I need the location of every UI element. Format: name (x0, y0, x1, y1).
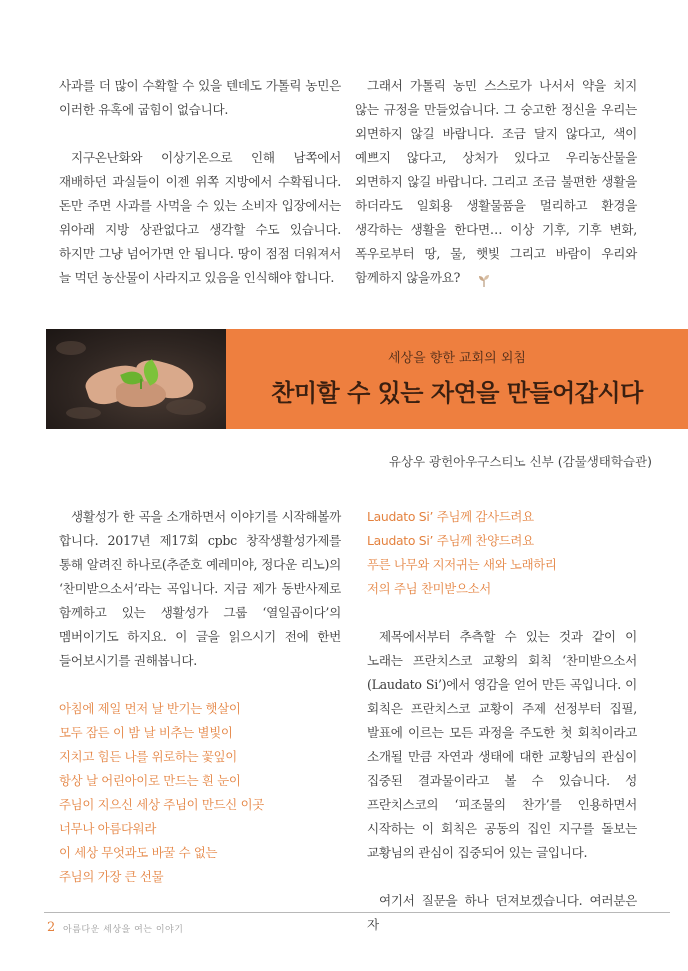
lyric-line: 항상 날 어린아이로 만드는 흰 눈이 (59, 773, 241, 788)
lyric-line: 주님의 가장 큰 선물 (59, 869, 164, 884)
top-left-column (59, 74, 341, 290)
banner-subtitle: 세상을 향한 교회의 외침 (388, 351, 526, 366)
lyric-line: 저의 주님 찬미받으소서 (367, 581, 491, 596)
bottom-left-column (59, 505, 341, 889)
lyric-line: 모두 잠든 이 밤 날 비추는 별빛이 (59, 725, 233, 740)
banner-title: 찬미할 수 있는 자연을 만들어갑시다 (271, 379, 643, 407)
lyric-line: 이 세상 무엇과도 바꿀 수 없는 (59, 845, 218, 860)
paragraph-text: 그래서 가톨릭 농민 스스로가 나서서 약을 치지 않는 규정을 만들었습니다. 그 숭고한 정신을 우리는 외면하지 않길 바랍니다. 조금 달지 않다고, 색이 예쁘지 않다고, 상처가 있다고 우리농산물을 외면하지 않길 바랍니다. 그리고 조금 불편한 생활을 하더라도 일회용 생활물품을 멀리하고 환경을 생각하는 생활을 한다면… 이상 기후, 기후 변화, 폭우로부터 땅, 물, 햇빛 그리고 바람이 우리와 함께하지 않을까요? (355, 78, 637, 285)
sprout-ornament-icon (464, 272, 480, 286)
lyric-line: 주님이 지으신 세상 주님이 만드신 이곳 (59, 797, 264, 812)
paragraph: 지구온난화와 이상기온으로 인해 남쪽에서 재배하던 과실들이 이젠 위쪽 지방에서 수확됩니다. 돈만 주면 사과를 사먹을 수 있는 소비자 입장에서는 위아래 지방 상관없다고 생각할 수도 있습니다. 하지만 그냥 넘어가면 안 됩니다. 땅이 점점 더워져서 늘 먹던 농산물이 사라지고 있음을 인식해야 합니다. (59, 150, 341, 285)
paragraph: 여기서 질문을 하나 던져보겠습니다. 여러분은 자 (367, 893, 637, 932)
paragraph: 사과를 더 많이 수확할 수 있을 텐데도 가톨릭 농민은 이러한 유혹에 굽힘이 없습니다. (59, 78, 341, 117)
lyric-line: 지치고 힘든 나를 위로하는 꽃잎이 (59, 749, 237, 764)
paragraph: 생활성가 한 곡을 소개하면서 이야기를 시작해볼까 합니다. 2017년 제17회 cpbc 창작생활성가제를 통해 알려진 하나로(추준호 예레미야, 정다운 리노)의 ‘찬미받으소서’라는 곡입니다. 지금 제가 동반사제로 함께하고 있는 생활성가 그룹 ‘열일곱이다’의 멤버이기도 하지요. 이 글을 읽으시기 전에 한번 들어보시기를 권해봅니다. (59, 509, 341, 668)
paragraph (355, 74, 637, 290)
paragraph: 제목에서부터 추측할 수 있는 것과 같이 이 노래는 프란치스코 교황의 회칙 ‘찬미받으소서(Laudato Si’)에서 영감을 얻어 만든 곡입니다. 이 회칙은 프란치스코 교황이 주제 선정부터 집필, 발표에 이르는 모든 과정을 주도한 첫 회칙이라고 소개될 만큼 자연과 생태에 대한 교황님의 관심이 집중된 결과물이라고 볼 수 있습니다. 성 프란치스코의 ‘피조물의 찬가’를 인용하면서 시작하는 이 회칙은 공동의 집인 지구를 돌보는 교황님의 관심이 집중되어 있는 글입니다. (367, 629, 637, 860)
section-banner (46, 329, 688, 429)
banner-photo (46, 329, 226, 429)
footer-divider (44, 912, 670, 913)
publication-name: 아름다운 세상을 여는 이야기 (63, 925, 184, 935)
lyric-line: 너무나 아름다워라 (59, 821, 156, 836)
author-byline: 유상우 광헌아우구스티노 신부 (감물생태학습관) (388, 454, 652, 469)
page-number: 2 (47, 920, 56, 935)
bottom-right-column (367, 505, 637, 937)
top-right-column (355, 74, 637, 290)
lyric-line: Laudato Si’ 주님께 감사드려요 (367, 509, 534, 524)
lyric-line: Laudato Si’ 주님께 찬양드려요 (367, 533, 534, 548)
lyric-line: 아침에 제일 먼저 날 반기는 햇살이 (59, 701, 241, 716)
lyrics-block (367, 505, 637, 601)
lyric-line: 푸른 나무와 지저귀는 새와 노래하리 (367, 557, 557, 572)
lyrics-block (59, 697, 341, 889)
